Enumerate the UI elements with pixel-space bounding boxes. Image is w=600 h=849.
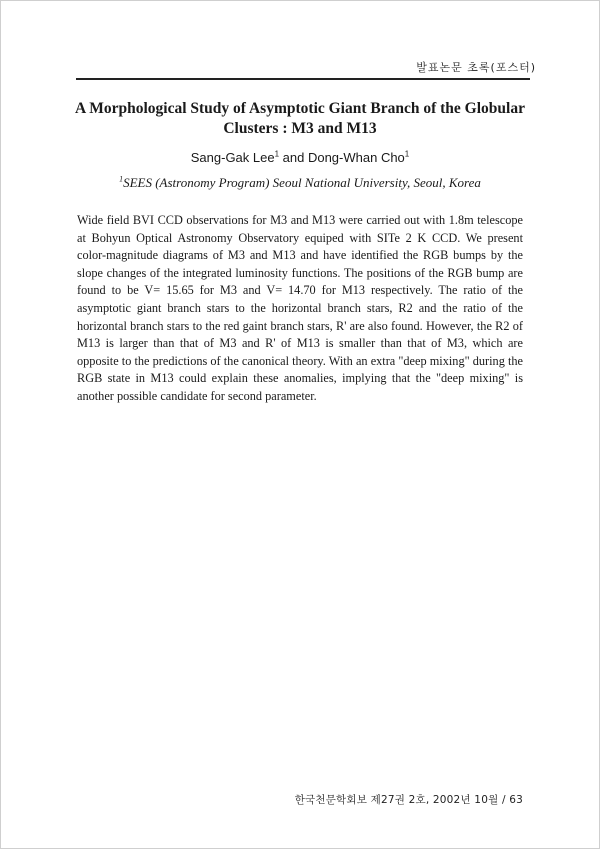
abstract-paragraph: Wide field BVI CCD observations for M3 and M13 were carried out with 1.8m telescope at Bohyun Optical Astronomy Observatory equiped with SITe 2 K CCD. We present color-magnitude diagrams of M3 and M13 and have identified the RGB bumps by the slope changes of the integrated luminosity functions. The positions of the RGB bump are found to be V= 15.65 for M3 and V= 14.70 for M13 respectively. The ratio of the asymptotic giant branch stars to the horizontal branch stars, R2 and the ratio of the horizontal branch stars to the red gaint branch stars, R' are also found. However, the R2 of M13 is larger than that of M3 and R' of M13 is smaller than that of M3, which are opposite to the predictions of the canonical theory. With an extra "deep mixing" during the RGB state in M13 could explain these anomalies, implying that the "deep mixing" is another possible candidate for second parameter.: [77, 213, 523, 403]
author-name-2: and Dong-Whan Cho: [279, 150, 405, 165]
paper-authors: [0, 150, 600, 165]
author-name-1: Sang-Gak Lee: [190, 150, 275, 165]
header-rule: [76, 78, 530, 80]
paper-title: A Morphological Study of Asymptotic Giant Branch of the Globular Clusters : M3 and M13: [75, 100, 525, 137]
journal-citation-footer: 한국천문학회보 제27권 2호, 2002년 10월 / 63: [294, 794, 523, 806]
affiliation-mark: 1: [119, 174, 124, 184]
section-header-label: 발표논문 초록(포스터): [416, 61, 536, 74]
author-affiliation-mark-1: 1: [274, 149, 280, 159]
paper-affiliation: [0, 175, 600, 191]
affiliation-text: SEES (Astronomy Program) Seoul National University, Seoul, Korea: [123, 175, 481, 190]
author-affiliation-mark-2: 1: [404, 149, 410, 159]
